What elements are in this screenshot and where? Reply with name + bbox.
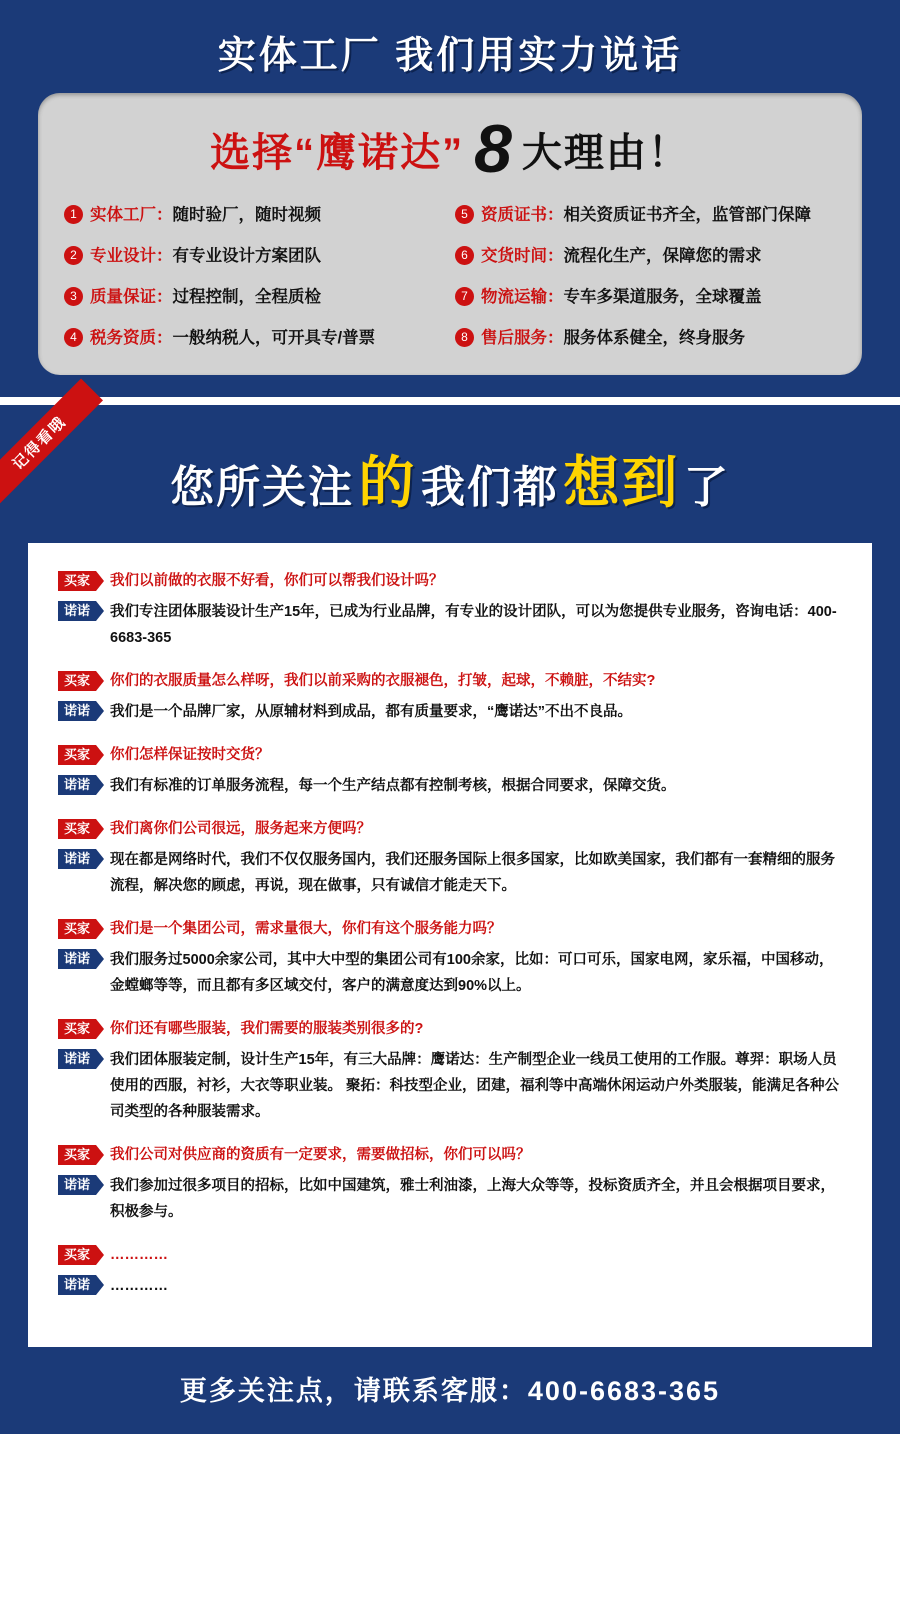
headline-red-part: 选择“鹰诺达” bbox=[210, 130, 465, 175]
question-line bbox=[58, 743, 842, 767]
reason-title: 专业设计： bbox=[90, 247, 173, 265]
answer-text: 我们专注团体服装设计生产15年，已成为行业品牌，有专业的设计团队，可以为您提供专业服务，咨询电话：400-6683-365 bbox=[110, 604, 837, 646]
reasons-section bbox=[0, 0, 900, 397]
question-line bbox=[58, 669, 842, 693]
question-line bbox=[58, 1143, 842, 1167]
qa-block bbox=[58, 669, 842, 725]
reason-text: 专车多渠道服务，全球覆盖 bbox=[563, 288, 762, 306]
reason-number-badge: 1 bbox=[64, 205, 83, 224]
reply-tag: 诺诺 bbox=[58, 849, 96, 869]
faq-title-part-4: 想到 bbox=[563, 451, 680, 514]
reason-number-badge: 3 bbox=[64, 287, 83, 306]
reason-title: 资质证书： bbox=[481, 206, 564, 224]
headline-number: 8 bbox=[474, 111, 512, 187]
question-text: 我们以前做的衣服不好看，你们可以帮我们设计吗？ bbox=[110, 573, 444, 589]
reason-title: 实体工厂： bbox=[90, 206, 173, 224]
footer-bar bbox=[0, 1347, 900, 1434]
buyer-tag: 买家 bbox=[58, 1245, 96, 1265]
qa-block bbox=[58, 743, 842, 799]
question-text: 我们是一个集团公司，需求量很大，你们有这个服务能力吗？ bbox=[110, 921, 502, 937]
answer-line bbox=[58, 1047, 842, 1125]
reason-item bbox=[64, 201, 445, 226]
answer-text: 我们服务过5000余家公司，其中大中型的集团公司有100余家，比如：可口可乐，国家电网，家乐福，中国移动，金螳螂等等，而且都有多区域交付，客户的满意度达到90%以上。 bbox=[110, 952, 834, 994]
faq-section bbox=[0, 405, 900, 1434]
answer-line bbox=[58, 847, 842, 899]
question-text: 我们公司对供应商的资质有一定要求，需要做招标，你们可以吗？ bbox=[110, 1147, 531, 1163]
reason-number-badge: 5 bbox=[455, 205, 474, 224]
question-text: 你们还有哪些服装，我们需要的服装类别很多的? bbox=[110, 1021, 424, 1037]
reply-tag: 诺诺 bbox=[58, 775, 96, 795]
question-text: 你们怎样保证按时交货？ bbox=[110, 747, 270, 763]
reason-item bbox=[455, 242, 836, 267]
qa-block bbox=[58, 1017, 842, 1125]
question-text: ………… bbox=[110, 1247, 169, 1263]
reason-number-badge: 2 bbox=[64, 246, 83, 265]
reason-text: 随时验厂，随时视频 bbox=[172, 206, 321, 224]
answer-line bbox=[58, 947, 842, 999]
buyer-tag: 买家 bbox=[58, 919, 96, 939]
answer-line bbox=[58, 773, 842, 799]
question-text: 我们离你们公司很远，服务起来方便吗？ bbox=[110, 821, 372, 837]
qa-block bbox=[58, 917, 842, 999]
faq-title-part-5: 了 bbox=[683, 463, 730, 512]
reply-tag: 诺诺 bbox=[58, 1049, 96, 1069]
reasons-card bbox=[38, 93, 862, 375]
reasons-headline bbox=[64, 111, 836, 201]
qa-block bbox=[58, 817, 842, 899]
reply-tag: 诺诺 bbox=[58, 1175, 96, 1195]
reason-item bbox=[455, 324, 836, 349]
reason-item bbox=[455, 283, 836, 308]
faq-card bbox=[28, 543, 872, 1347]
answer-text: 我们有标准的订单服务流程，每一个生产结点都有控制考核，根据合同要求，保障交货。 bbox=[110, 778, 676, 794]
answer-line bbox=[58, 599, 842, 651]
qa-block bbox=[58, 1143, 842, 1225]
question-text: 你们的衣服质量怎么样呀，我们以前采购的衣服褪色，打皱，起球，不赖脏，不结实? bbox=[110, 673, 656, 689]
reply-tag: 诺诺 bbox=[58, 601, 96, 621]
reply-tag: 诺诺 bbox=[58, 1275, 96, 1295]
reason-item bbox=[64, 242, 445, 267]
reason-text: 一般纳税人，可开具专/普票 bbox=[172, 329, 376, 347]
question-line bbox=[58, 569, 842, 593]
faq-title-part-1: 您所关注 bbox=[170, 463, 355, 512]
faq-title-part-3: 我们都 bbox=[421, 463, 559, 512]
faq-title bbox=[0, 405, 900, 543]
answer-line bbox=[58, 1173, 842, 1225]
answer-line bbox=[58, 1273, 842, 1299]
footer-text: 更多关注点，请联系客服：400-6683-365 bbox=[179, 1376, 721, 1406]
reason-text: 相关资质证书齐全，监管部门保障 bbox=[563, 206, 811, 224]
headline-black-part: 大理由！ bbox=[521, 130, 690, 175]
section-divider bbox=[0, 397, 900, 405]
question-line bbox=[58, 917, 842, 941]
reasons-grid bbox=[64, 201, 836, 349]
buyer-tag: 买家 bbox=[58, 819, 96, 839]
reason-title: 质量保证： bbox=[90, 288, 173, 306]
question-line bbox=[58, 1017, 842, 1041]
reason-text: 流程化生产，保障您的需求 bbox=[563, 247, 762, 265]
buyer-tag: 买家 bbox=[58, 1145, 96, 1165]
reply-tag: 诺诺 bbox=[58, 949, 96, 969]
answer-text: 我们参加过很多项目的招标，比如中国建筑，雅士利油漆，上海大众等等，投标资质齐全，并且会根据项目要求，积极参与。 bbox=[110, 1178, 836, 1220]
faq-title-part-2: 的 bbox=[358, 451, 417, 514]
reason-item bbox=[455, 201, 836, 226]
reply-tag: 诺诺 bbox=[58, 701, 96, 721]
reason-item bbox=[64, 283, 445, 308]
reason-text: 有专业设计方案团队 bbox=[172, 247, 321, 265]
qa-block bbox=[58, 569, 842, 651]
reason-number-badge: 6 bbox=[455, 246, 474, 265]
reason-number-badge: 7 bbox=[455, 287, 474, 306]
corner-ribbon: 记得看哦 bbox=[0, 379, 103, 507]
answer-text: 现在都是网络时代，我们不仅仅服务国内，我们还服务国际上很多国家，比如欧美国家，我们都有一套精细的服务流程，解决您的顾虑，再说，现在做事，只有诚信才能走天下。 bbox=[110, 852, 836, 894]
answer-line bbox=[58, 699, 842, 725]
buyer-tag: 买家 bbox=[58, 571, 96, 591]
buyer-tag: 买家 bbox=[58, 745, 96, 765]
reason-title: 税务资质： bbox=[90, 329, 173, 347]
answer-text: 我们团体服装定制，设计生产15年，有三大品牌：鹰诺达：生产制型企业一线员工使用的工作服。尊羿：职场人员使用的西服，衬衫，大衣等职业装。 聚拓：科技型企业，团建，福利等中高端休闲运动户外类服装，能满足各种公司类型的各种服装需求。 bbox=[110, 1052, 840, 1120]
reason-title: 售后服务： bbox=[481, 329, 564, 347]
question-line bbox=[58, 817, 842, 841]
reason-number-badge: 4 bbox=[64, 328, 83, 347]
reason-text: 过程控制，全程质检 bbox=[172, 288, 321, 306]
answer-text: ………… bbox=[110, 1278, 169, 1294]
qa-block bbox=[58, 1243, 842, 1299]
reason-text: 服务体系健全，终身服务 bbox=[563, 329, 745, 347]
buyer-tag: 买家 bbox=[58, 671, 96, 691]
answer-text: 我们是一个品牌厂家，从原辅材料到成品，都有质量要求，“鹰诺达”不出不良品。 bbox=[110, 704, 633, 720]
reason-item bbox=[64, 324, 445, 349]
reason-title: 交货时间： bbox=[481, 247, 564, 265]
question-line bbox=[58, 1243, 842, 1267]
reason-number-badge: 8 bbox=[455, 328, 474, 347]
reason-title: 物流运输： bbox=[481, 288, 564, 306]
reasons-top-title: 实体工厂 我们用实力说话 bbox=[217, 35, 683, 77]
buyer-tag: 买家 bbox=[58, 1019, 96, 1039]
